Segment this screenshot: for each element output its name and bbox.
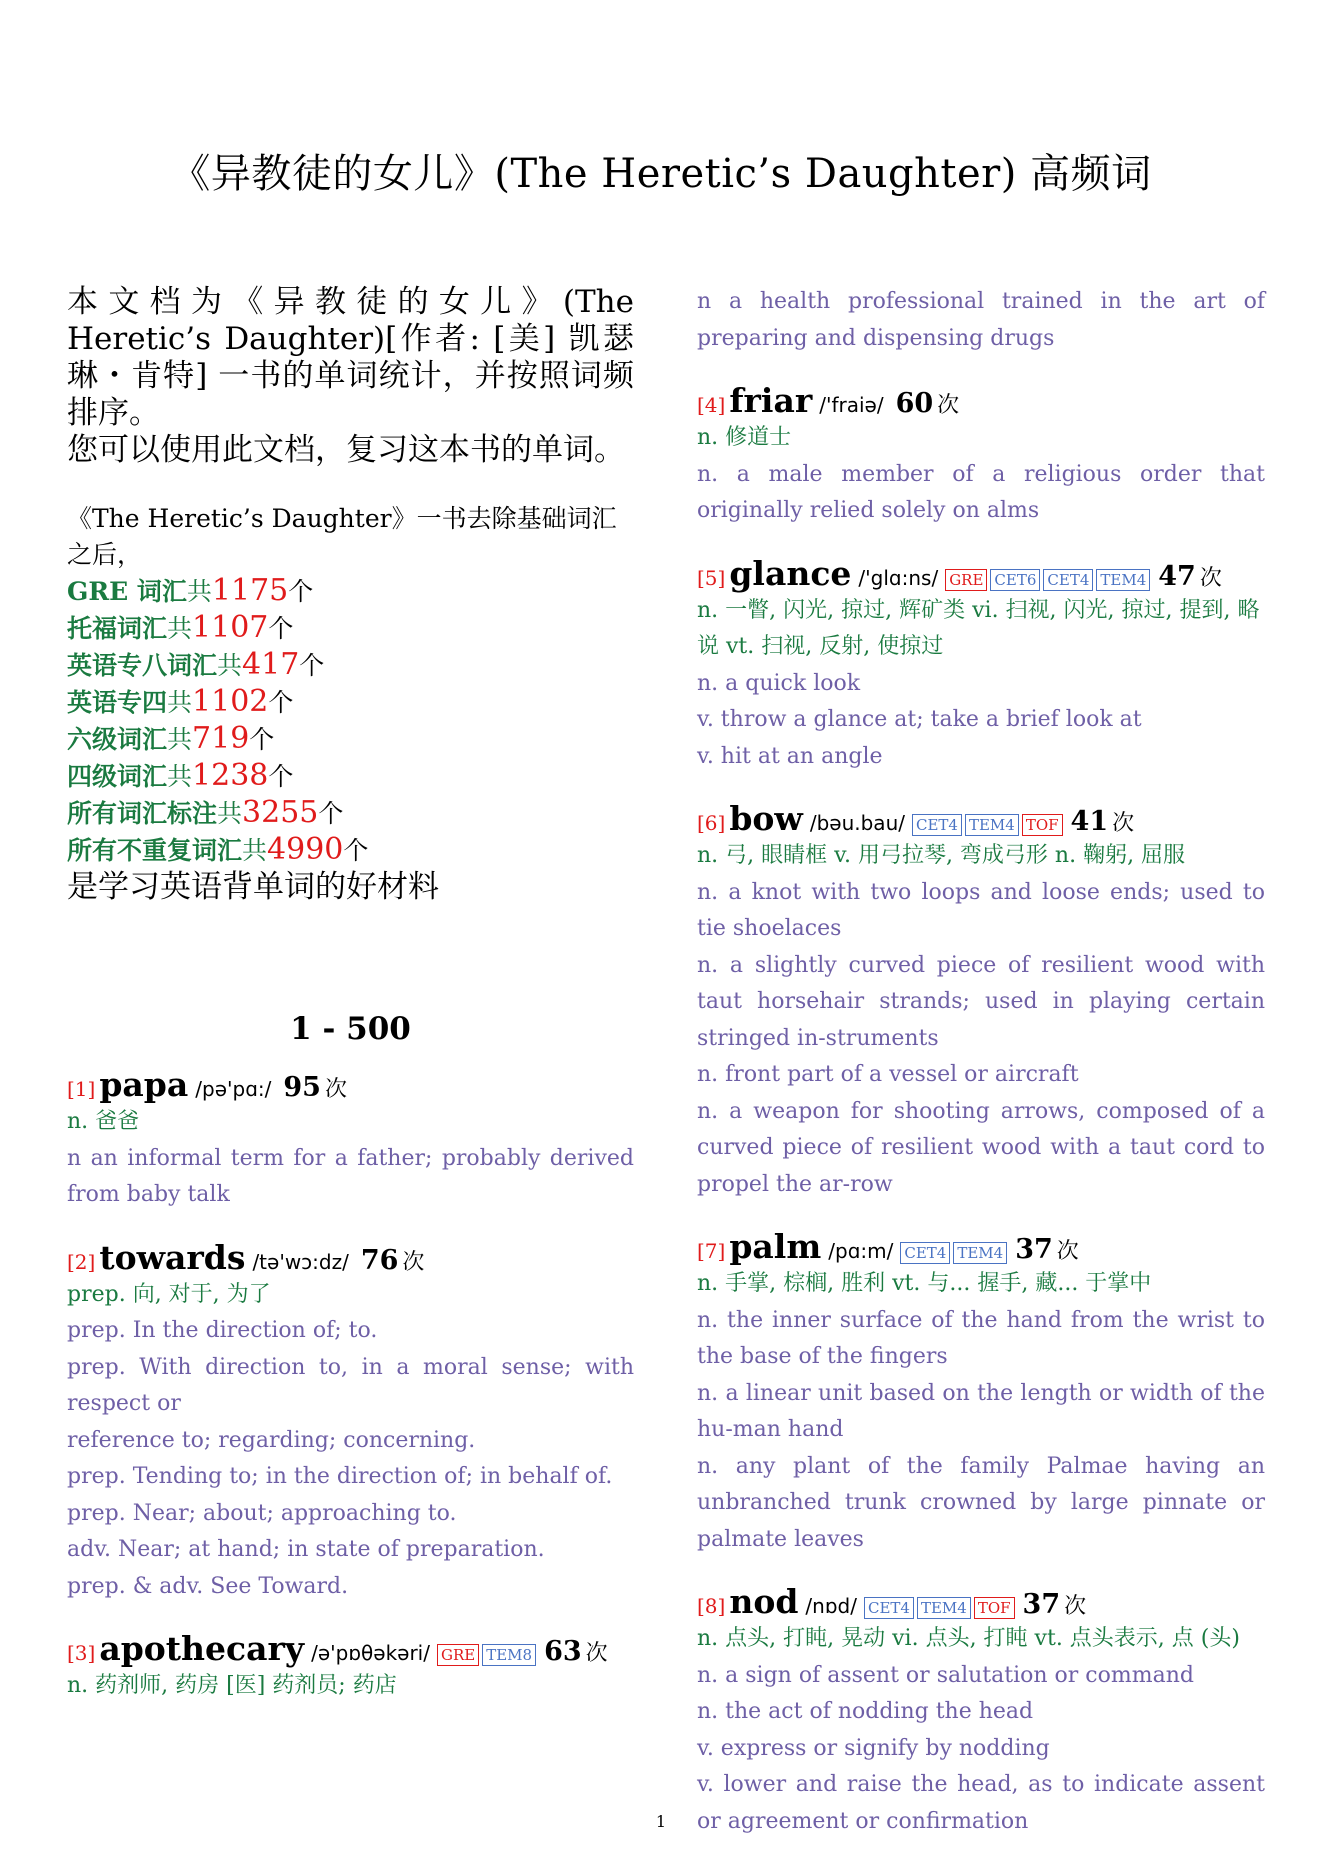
definition-en: v. lower and raise the head, as to indicate assent or agreement or confirmation bbox=[697, 1772, 1265, 1834]
entry-phonetic: /ə'pɒθəkəri/ bbox=[311, 1641, 430, 1665]
entry-index: [2] bbox=[67, 1249, 96, 1274]
word-entry bbox=[697, 1582, 1265, 1840]
word-entry bbox=[67, 1629, 634, 1705]
entry-phonetic: /nɒd/ bbox=[805, 1594, 857, 1618]
stat-row bbox=[67, 610, 634, 647]
definition-en: v. express or signify by nodding bbox=[697, 1735, 1050, 1761]
definition-en: adv. Near; at hand; in state of preparation. bbox=[67, 1537, 545, 1562]
stat-name: 托福词汇 bbox=[67, 614, 168, 643]
word-entry bbox=[697, 284, 1265, 357]
entry-phonetic: /'fraiə/ bbox=[819, 393, 884, 417]
entry-word: bow bbox=[729, 799, 803, 838]
entry-word: friar bbox=[729, 381, 813, 420]
entry-index: [7] bbox=[697, 1239, 726, 1263]
entry-word: palm bbox=[729, 1227, 822, 1266]
entry-phonetic: /pɑ:m/ bbox=[828, 1239, 894, 1263]
entry-phonetic: /pə'pɑ:/ bbox=[195, 1077, 272, 1101]
entry-word: towards bbox=[99, 1237, 246, 1277]
entry-count: 47 bbox=[1158, 560, 1196, 592]
exam-tag: CET4 bbox=[864, 1597, 914, 1619]
definition-en: n. a slightly curved piece of resilient wood with taut horsehair strands; used in playing certain stringed in-struments bbox=[697, 952, 1265, 1051]
word-entry bbox=[697, 1227, 1265, 1558]
definition-en: n. a linear unit based on the length or width of the hu-man hand bbox=[697, 1380, 1265, 1442]
definition-en: v. hit at an angle bbox=[697, 743, 883, 769]
exam-tag: GRE bbox=[437, 1644, 479, 1666]
entry-index: [6] bbox=[697, 811, 726, 835]
stat-unit: 个 bbox=[268, 614, 294, 643]
vocab-stats bbox=[67, 501, 634, 906]
definition-en: n. any plant of the family Palmae having an unbranched trunk crowned by large pinnate or palmate leaves bbox=[697, 1453, 1265, 1552]
entry-index: [4] bbox=[697, 393, 726, 417]
definition-en: n. front part of a vessel or aircraft bbox=[697, 1062, 1079, 1087]
intro-paragraph: 本文档为《异教徒的女儿》(The Heretic’s Daughter)[作者: [美] 凯瑟琳・肯特] 一书的单词统计，并按照词频排序。 bbox=[67, 284, 634, 431]
definition-cn: n. 点头, 打盹, 晃动 vi. 点头, 打盹 vt. 点头表示, 点 (头) bbox=[697, 1626, 1240, 1651]
word-entry bbox=[67, 1065, 634, 1214]
stats-rows bbox=[67, 573, 634, 869]
definition-en: prep. In the direction of; to. bbox=[67, 1318, 378, 1343]
entry-word: glance bbox=[729, 553, 852, 593]
entries-left bbox=[67, 1065, 634, 1705]
entry-count: 37 bbox=[1022, 1589, 1061, 1620]
entry-head bbox=[67, 1238, 634, 1277]
exam-tag: TEM4 bbox=[1096, 569, 1150, 591]
stat-mid: 共 bbox=[167, 688, 193, 717]
entry-head bbox=[697, 799, 1265, 838]
stat-row bbox=[67, 795, 634, 832]
stat-value: 1102 bbox=[192, 684, 269, 719]
entry-count-unit: 次 bbox=[937, 393, 960, 418]
entry-phonetic: /'glɑ:ns/ bbox=[858, 565, 939, 590]
stat-name: 六级词汇 bbox=[67, 725, 168, 754]
page-title: 《异教徒的女儿》(The Heretic’s Daughter) 高频词 bbox=[170, 151, 1152, 197]
stat-mid: 共 bbox=[167, 762, 193, 791]
entry-index: [5] bbox=[697, 565, 726, 590]
stat-unit: 个 bbox=[268, 688, 294, 717]
exam-tag: GRE bbox=[945, 569, 987, 591]
range-heading: 1 - 500 bbox=[290, 1011, 411, 1047]
entry-phonetic: /tə'wɔ:dz/ bbox=[252, 1249, 349, 1274]
definition-en: prep. Near; about; approaching to. bbox=[67, 1500, 457, 1526]
right-column bbox=[697, 284, 1265, 1864]
entry-count: 63 bbox=[544, 1636, 582, 1667]
entry-head bbox=[697, 1582, 1265, 1621]
definition-en: v. throw a glance at; take a brief look at bbox=[697, 707, 1142, 732]
stat-name: 四级词汇 bbox=[67, 762, 168, 791]
definition-cn: n. 弓, 眼睛框 v. 用弓拉琴, 弯成弓形 n. 鞠躬, 屈服 bbox=[697, 843, 1186, 868]
stat-unit: 个 bbox=[343, 836, 369, 865]
stat-unit: 个 bbox=[299, 651, 325, 680]
stat-row bbox=[67, 573, 634, 610]
left-column bbox=[67, 284, 634, 1705]
entry-count-unit: 次 bbox=[1064, 1594, 1087, 1619]
entry-index: [3] bbox=[67, 1641, 96, 1665]
stat-row bbox=[67, 832, 634, 869]
entry-head bbox=[697, 1227, 1265, 1266]
definition-cn: n. 手掌, 棕榈, 胜利 vt. 与... 握手, 藏... 于掌中 bbox=[697, 1271, 1152, 1296]
definition-en: n. a quick look bbox=[697, 670, 861, 696]
exam-tag: TOF bbox=[1022, 814, 1063, 836]
definition-cn: n. 一瞥, 闪光, 掠过, 辉矿类 vi. 扫视, 闪光, 掠过, 提到, 略说 vt. 扫视, 反射, 使掠过 bbox=[697, 597, 1260, 659]
stat-name: 所有不重复词汇 bbox=[67, 836, 243, 865]
definition-cn: prep. 向, 对于, 为了 bbox=[67, 1281, 271, 1307]
exam-tag: CET4 bbox=[912, 814, 962, 836]
stat-name: 英语专八词汇 bbox=[67, 651, 218, 680]
stat-row bbox=[67, 684, 634, 721]
stat-value: 1175 bbox=[211, 573, 289, 608]
definition-en: n. a male member of a religious order that originally relied solely on alms bbox=[697, 461, 1265, 523]
entry-word: apothecary bbox=[99, 1629, 305, 1668]
entry-head bbox=[697, 554, 1265, 593]
entry-head bbox=[67, 1065, 634, 1104]
stat-name: 所有词汇标注 bbox=[67, 799, 218, 828]
word-entry bbox=[67, 1238, 634, 1606]
entry-phonetic: /bəu.bau/ bbox=[809, 811, 905, 835]
stats-intro: 《The Heretic’s Daughter》一书去除基础词汇之后， bbox=[67, 504, 617, 569]
stat-value: 1107 bbox=[192, 610, 269, 645]
entry-count-unit: 次 bbox=[1112, 811, 1135, 836]
entry-count: 37 bbox=[1015, 1234, 1053, 1265]
stat-mid: 共 bbox=[186, 577, 212, 606]
word-entry bbox=[697, 799, 1265, 1203]
entry-count-unit: 次 bbox=[402, 1249, 425, 1275]
stat-value: 719 bbox=[192, 721, 250, 756]
definition-en: prep. With direction to, in a moral sense; with respect or bbox=[67, 1354, 634, 1416]
page-number: 1 bbox=[655, 1812, 667, 1831]
definition-cn: n. 爸爸 bbox=[67, 1109, 140, 1134]
exam-tag: CET6 bbox=[990, 569, 1040, 591]
stat-unit: 个 bbox=[288, 577, 314, 606]
exam-tag: CET4 bbox=[900, 1242, 950, 1264]
definition-en: n. a knot with two loops and loose ends; used to tie shoelaces bbox=[697, 879, 1265, 941]
stat-value: 417 bbox=[242, 647, 300, 682]
entry-word: nod bbox=[729, 1582, 799, 1621]
stats-closing: 是学习英语背单词的好材料 bbox=[67, 869, 439, 905]
stat-mid: 共 bbox=[242, 836, 268, 865]
stat-mid: 共 bbox=[217, 799, 243, 828]
definition-en: n. a weapon for shooting arrows, composed of a curved piece of resilient wood with a taut cord to propel the ar-row bbox=[697, 1098, 1265, 1197]
stat-mid: 共 bbox=[167, 614, 193, 643]
definition-en: n. a sign of assent or salutation or command bbox=[697, 1662, 1194, 1688]
entry-count-unit: 次 bbox=[585, 1641, 608, 1666]
entries-right bbox=[697, 284, 1265, 1840]
stat-row bbox=[67, 647, 634, 684]
exam-tag: TEM8 bbox=[482, 1644, 536, 1666]
entry-head bbox=[697, 381, 1265, 420]
exam-tag: TEM4 bbox=[917, 1597, 971, 1619]
definition-en: reference to; regarding; concerning. bbox=[67, 1427, 476, 1453]
definition-en: n. the act of nodding the head bbox=[697, 1699, 1034, 1724]
word-entry bbox=[697, 381, 1265, 530]
entry-count: 76 bbox=[360, 1244, 399, 1276]
entry-count: 41 bbox=[1070, 806, 1109, 837]
definition-en: prep. & adv. See Toward. bbox=[67, 1573, 349, 1599]
definition-cn: n. 药剂师, 药房 [医] 药剂员; 药店 bbox=[67, 1673, 397, 1698]
stat-value: 1238 bbox=[192, 758, 269, 793]
stat-value: 4990 bbox=[267, 832, 344, 867]
exam-tag: TEM4 bbox=[965, 814, 1019, 836]
exam-tag: TOF bbox=[974, 1597, 1015, 1619]
entry-word: papa bbox=[99, 1065, 189, 1104]
definition-en: n. the inner surface of the hand from the wrist to the base of the fingers bbox=[697, 1307, 1265, 1369]
definition-en: prep. Tending to; in the direction of; in behalf of. bbox=[67, 1464, 613, 1489]
entry-count: 95 bbox=[283, 1072, 321, 1103]
stat-unit: 个 bbox=[249, 725, 275, 754]
stat-row bbox=[67, 758, 634, 795]
stat-name: GRE 词汇 bbox=[67, 577, 187, 606]
entry-head bbox=[67, 1629, 634, 1668]
entry-count-unit: 次 bbox=[1199, 565, 1222, 591]
stat-mid: 共 bbox=[167, 725, 193, 754]
exam-tag: TEM4 bbox=[953, 1242, 1007, 1264]
stat-name: 英语专四 bbox=[67, 688, 168, 717]
entry-count-unit: 次 bbox=[1056, 1239, 1079, 1264]
stat-unit: 个 bbox=[318, 799, 344, 828]
entry-count-unit: 次 bbox=[324, 1077, 347, 1102]
stat-row bbox=[67, 721, 634, 758]
entry-count: 60 bbox=[895, 388, 934, 419]
definition-en: n a health professional trained in the art of preparing and dispensing drugs bbox=[697, 289, 1265, 351]
word-entry bbox=[697, 554, 1265, 776]
entry-index: [8] bbox=[697, 1594, 726, 1618]
stat-unit: 个 bbox=[268, 762, 294, 791]
definition-cn: n. 修道士 bbox=[697, 425, 792, 450]
intro-paragraph-2: 您可以使用此文档，复习这本书的单词。 bbox=[67, 432, 625, 468]
entry-index: [1] bbox=[67, 1077, 96, 1101]
stat-value: 3255 bbox=[242, 795, 319, 830]
stat-mid: 共 bbox=[217, 651, 243, 680]
definition-en: n an informal term for a father; probably derived from baby talk bbox=[67, 1145, 634, 1207]
exam-tag: CET4 bbox=[1043, 569, 1093, 591]
